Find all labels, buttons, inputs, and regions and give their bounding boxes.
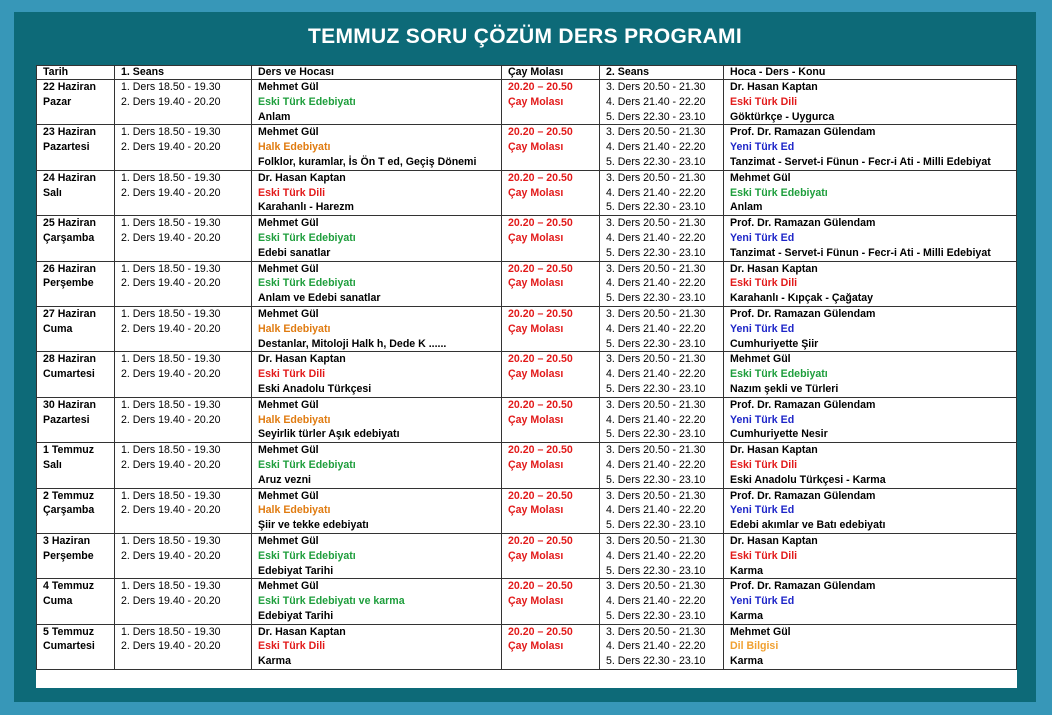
course-name: Eski Türk Edebiyatı [258,277,356,290]
teacher-course-topic-cell [724,624,1017,669]
session-1-cell [115,397,252,442]
table-row [37,216,1017,261]
date-cell [37,624,115,669]
lesson-time: 5. Ders 22.30 - 23.10 [606,292,706,305]
course-name: Eski Türk Edebiyatı ve karma [258,595,405,608]
topic-text: Karma [730,564,763,577]
lesson-time: 3. Ders 20.50 - 21.30 [606,217,706,230]
course-name: Yeni Türk Ed [730,141,795,154]
lesson-time: 2. Ders 19.40 - 20.20 [121,504,221,517]
date-text: 30 Haziran [43,398,96,411]
table-row [37,533,1017,578]
teacher-name: Mehmet Gül [258,217,319,230]
date-text: 2 Temmuz [43,489,95,502]
break-time: 20.20 – 20.50 [508,171,573,184]
teacher-name: Prof. Dr. Ramazan Gülendam [730,580,876,593]
break-label: Çay Molası [508,595,564,608]
lesson-time: 5. Ders 22.30 - 23.10 [606,655,706,668]
session-1-cell [115,125,252,170]
topic-text: Karma [730,655,763,668]
topic-text: Karma [258,655,291,668]
date-cell [37,170,115,215]
date-text: 1 Temmuz [43,444,95,457]
teacher-name: Mehmet Gül [258,81,319,93]
topic-text: Destanlar, Mitoloji Halk h, Dede K ...... [258,337,447,350]
table-header-row [37,66,1017,80]
course-teacher-cell [252,80,502,125]
day-text: Perşembe [43,277,94,290]
topic-text: Edebi akımlar ve Batı edebiyatı [730,519,886,532]
tea-break-cell [502,488,600,533]
lesson-time: 4. Ders 21.40 - 22.20 [606,186,706,199]
day-text: Pazartesi [43,141,90,154]
session-2-cell [600,170,724,215]
day-text: Cumartesi [43,640,95,653]
session-1-cell [115,261,252,306]
date-cell [37,80,115,125]
break-label: Çay Molası [508,141,564,154]
course-name: Eski Türk Edebiyatı [258,458,356,471]
lesson-time: 5. Ders 22.30 - 23.10 [606,382,706,395]
break-time: 20.20 – 20.50 [508,307,573,320]
header-course-teacher: Ders ve Hocası [252,66,502,80]
day-text: Cuma [43,322,73,335]
day-text: Cuma [43,595,73,608]
header-tea-break: Çay Molası [502,66,600,80]
course-name: Eski Türk Dili [730,549,798,562]
date-cell [37,125,115,170]
session-2-cell [600,306,724,351]
date-text: 28 Haziran [43,353,96,366]
date-text: 22 Haziran [43,81,96,93]
teacher-name: Dr. Hasan Kaptan [730,534,818,547]
header-date: Tarih [37,66,115,80]
lesson-time: 1. Ders 18.50 - 19.30 [121,580,221,593]
lesson-time: 3. Ders 20.50 - 21.30 [606,534,706,547]
lesson-time: 1. Ders 18.50 - 19.30 [121,353,221,366]
lesson-time: 3. Ders 20.50 - 21.30 [606,444,706,457]
break-time: 20.20 – 20.50 [508,489,573,502]
day-text: Perşembe [43,549,94,562]
session-1-cell [115,579,252,624]
break-label: Çay Molası [508,640,564,653]
lesson-time: 4. Ders 21.40 - 22.20 [606,640,706,653]
table-row [37,488,1017,533]
course-teacher-cell [252,397,502,442]
lesson-time: 2. Ders 19.40 - 20.20 [121,231,221,244]
date-cell [37,443,115,488]
teacher-course-topic-cell [724,80,1017,125]
lesson-time: 2. Ders 19.40 - 20.20 [121,368,221,381]
topic-text: Eski Anadolu Türkçesi - Karma [730,473,886,486]
break-time: 20.20 – 20.50 [508,534,573,547]
break-time: 20.20 – 20.50 [508,217,573,230]
course-teacher-cell [252,125,502,170]
lesson-time: 2. Ders 19.40 - 20.20 [121,595,221,608]
lesson-time: 5. Ders 22.30 - 23.10 [606,428,706,441]
teacher-name: Mehmet Gül [258,398,319,411]
lesson-time: 1. Ders 18.50 - 19.30 [121,217,221,230]
break-label: Çay Molası [508,413,564,426]
course-teacher-cell [252,579,502,624]
lesson-time: 5. Ders 22.30 - 23.10 [606,155,706,168]
topic-text: Şiir ve tekke edebiyatı [258,519,369,532]
course-name: Eski Türk Dili [258,640,326,653]
topic-text: Folklor, kuramlar, İs Ön T ed, Geçiş Dönemi [258,155,477,168]
teacher-name: Dr. Hasan Kaptan [730,444,818,457]
teacher-name: Mehmet Gül [258,126,319,139]
lesson-time: 1. Ders 18.50 - 19.30 [121,534,221,547]
lesson-time: 2. Ders 19.40 - 20.20 [121,458,221,471]
lesson-time: 3. Ders 20.50 - 21.30 [606,307,706,320]
topic-text: Karahanlı - Harezm [258,201,354,214]
date-cell [37,306,115,351]
course-teacher-cell [252,488,502,533]
program-panel [14,12,1036,702]
teacher-name: Dr. Hasan Kaptan [258,171,346,184]
schedule-sheet [36,65,1017,688]
tea-break-cell [502,352,600,397]
topic-text: Edebiyat Tarihi [258,609,334,622]
course-name: Eski Türk Dili [730,277,798,290]
break-label: Çay Molası [508,549,564,562]
lesson-time: 2. Ders 19.40 - 20.20 [121,141,221,154]
teacher-name: Mehmet Gül [258,489,319,502]
teacher-name: Dr. Hasan Kaptan [258,625,346,638]
lesson-time: 1. Ders 18.50 - 19.30 [121,307,221,320]
course-teacher-cell [252,261,502,306]
teacher-name: Mehmet Gül [258,580,319,593]
lesson-time: 2. Ders 19.40 - 20.20 [121,549,221,562]
teacher-name: Mehmet Gül [258,262,319,275]
lesson-time: 3. Ders 20.50 - 21.30 [606,398,706,411]
break-time: 20.20 – 20.50 [508,353,573,366]
course-name: Eski Türk Dili [258,368,326,381]
lesson-time: 3. Ders 20.50 - 21.30 [606,126,706,139]
teacher-course-topic-cell [724,533,1017,578]
date-text: 3 Haziran [43,534,91,547]
lesson-time: 3. Ders 20.50 - 21.30 [606,625,706,638]
lesson-time: 1. Ders 18.50 - 19.30 [121,489,221,502]
tea-break-cell [502,397,600,442]
break-time: 20.20 – 20.50 [508,580,573,593]
teacher-course-topic-cell [724,352,1017,397]
break-time: 20.20 – 20.50 [508,126,573,139]
course-teacher-cell [252,352,502,397]
session-1-cell [115,216,252,261]
lesson-time: 2. Ders 19.40 - 20.20 [121,277,221,290]
teacher-name: Prof. Dr. Ramazan Gülendam [730,489,876,502]
teacher-name: Mehmet Gül [730,353,791,366]
teacher-name: Dr. Hasan Kaptan [258,353,346,366]
topic-text: Karma [730,609,763,622]
break-time: 20.20 – 20.50 [508,444,573,457]
course-teacher-cell [252,170,502,215]
course-name: Yeni Türk Ed [730,322,795,335]
day-text: Cumartesi [43,368,95,381]
session-1-cell [115,170,252,215]
lesson-time: 4. Ders 21.40 - 22.20 [606,504,706,517]
day-text: Çarşamba [43,504,95,517]
lesson-time: 5. Ders 22.30 - 23.10 [606,246,706,259]
teacher-course-topic-cell [724,306,1017,351]
lesson-time: 4. Ders 21.40 - 22.20 [606,95,706,108]
lesson-time: 3. Ders 20.50 - 21.30 [606,489,706,502]
break-time: 20.20 – 20.50 [508,625,573,638]
lesson-time: 4. Ders 21.40 - 22.20 [606,141,706,154]
teacher-course-topic-cell [724,261,1017,306]
table-row [37,443,1017,488]
date-cell [37,216,115,261]
lesson-time: 5. Ders 22.30 - 23.10 [606,473,706,486]
course-name: Eski Türk Edebiyatı [730,186,828,199]
table-row [37,579,1017,624]
teacher-course-topic-cell [724,488,1017,533]
lesson-time: 4. Ders 21.40 - 22.20 [606,322,706,335]
course-name: Yeni Türk Ed [730,504,795,517]
tea-break-cell [502,306,600,351]
lesson-time: 1. Ders 18.50 - 19.30 [121,171,221,184]
date-text: 24 Haziran [43,171,96,184]
tea-break-cell [502,533,600,578]
day-text: Pazartesi [43,413,90,426]
break-time: 20.20 – 20.50 [508,81,573,93]
lesson-time: 1. Ders 18.50 - 19.30 [121,625,221,638]
break-label: Çay Molası [508,231,564,244]
table-row [37,397,1017,442]
topic-text: Seyirlik türler Aşık edebiyatı [258,428,400,441]
teacher-course-topic-cell [724,443,1017,488]
break-label: Çay Molası [508,458,564,471]
lesson-time: 4. Ders 21.40 - 22.20 [606,413,706,426]
table-row [37,170,1017,215]
topic-text: Göktürkçe - Uygurca [730,110,835,123]
teacher-course-topic-cell [724,397,1017,442]
day-text: Salı [43,458,62,471]
course-name: Eski Türk Edebiyatı [258,231,356,244]
course-name: Halk Edebiyatı [258,504,331,517]
date-cell [37,579,115,624]
break-time: 20.20 – 20.50 [508,398,573,411]
teacher-name: Mehmet Gül [730,171,791,184]
date-text: 23 Haziran [43,126,96,139]
lesson-time: 2. Ders 19.40 - 20.20 [121,186,221,199]
lesson-time: 1. Ders 18.50 - 19.30 [121,81,221,93]
table-row [37,306,1017,351]
course-name: Yeni Türk Ed [730,231,795,244]
lesson-time: 5. Ders 22.30 - 23.10 [606,519,706,532]
teacher-course-topic-cell [724,125,1017,170]
break-label: Çay Molası [508,277,564,290]
break-label: Çay Molası [508,186,564,199]
date-text: 5 Temmuz [43,625,95,638]
lesson-time: 1. Ders 18.50 - 19.30 [121,126,221,139]
course-name: Yeni Türk Ed [730,413,795,426]
teacher-name: Prof. Dr. Ramazan Gülendam [730,126,876,139]
day-text: Salı [43,186,62,199]
course-name: Halk Edebiyatı [258,322,331,335]
session-2-cell [600,579,724,624]
lesson-time: 4. Ders 21.40 - 22.20 [606,458,706,471]
lesson-time: 4. Ders 21.40 - 22.20 [606,277,706,290]
date-cell [37,261,115,306]
course-name: Halk Edebiyatı [258,413,331,426]
topic-text: Eski Anadolu Türkçesi [258,382,372,395]
break-label: Çay Molası [508,504,564,517]
table-row [37,125,1017,170]
session-1-cell [115,533,252,578]
topic-text: Karahanlı - Kıpçak - Çağatay [730,292,874,305]
lesson-time: 4. Ders 21.40 - 22.20 [606,549,706,562]
date-cell [37,488,115,533]
lesson-time: 4. Ders 21.40 - 22.20 [606,595,706,608]
session-2-cell [600,488,724,533]
topic-text: Anlam [258,110,291,123]
teacher-name: Prof. Dr. Ramazan Gülendam [730,217,876,230]
table-row [37,80,1017,125]
teacher-name: Prof. Dr. Ramazan Gülendam [730,307,876,320]
session-1-cell [115,624,252,669]
lesson-time: 5. Ders 22.30 - 23.10 [606,564,706,577]
table-row [37,624,1017,669]
session-2-cell [600,443,724,488]
lesson-time: 1. Ders 18.50 - 19.30 [121,262,221,275]
date-cell [37,533,115,578]
header-teacher-course-topic: Hoca - Ders - Konu [724,66,1017,80]
teacher-name: Mehmet Gül [258,534,319,547]
page-title: TEMMUZ SORU ÇÖZÜM DERS PROGRAMI [308,25,742,48]
lesson-time: 5. Ders 22.30 - 23.10 [606,337,706,350]
topic-text: Anlam [730,201,763,214]
lesson-time: 3. Ders 20.50 - 21.30 [606,262,706,275]
session-2-cell [600,125,724,170]
topic-text: Edebi sanatlar [258,246,331,259]
session-1-cell [115,488,252,533]
teacher-name: Prof. Dr. Ramazan Gülendam [730,398,876,411]
table-row [37,261,1017,306]
course-name: Eski Türk Dili [730,458,798,471]
lesson-time: 2. Ders 19.40 - 20.20 [121,322,221,335]
lesson-time: 4. Ders 21.40 - 22.20 [606,231,706,244]
tea-break-cell [502,261,600,306]
break-label: Çay Molası [508,322,564,335]
lesson-time: 5. Ders 22.30 - 23.10 [606,609,706,622]
lesson-time: 5. Ders 22.30 - 23.10 [606,201,706,214]
topic-text: Tanzimat - Servet-i Fünun - Fecr-i Ati - Milli Edebiyat [730,246,991,259]
lesson-time: 2. Ders 19.40 - 20.20 [121,95,221,108]
topic-text: Cumhuriyette Nesir [730,428,828,441]
session-1-cell [115,80,252,125]
teacher-name: Mehmet Gül [258,444,319,457]
break-label: Çay Molası [508,368,564,381]
lesson-time: 3. Ders 20.50 - 21.30 [606,580,706,593]
topic-text: Edebiyat Tarihi [258,564,334,577]
date-cell [37,397,115,442]
course-teacher-cell [252,443,502,488]
date-text: 26 Haziran [43,262,96,275]
course-teacher-cell [252,306,502,351]
topic-text: Nazım şekli ve Türleri [730,382,839,395]
topic-text: Tanzimat - Servet-i Fünun - Fecr-i Ati - Milli Edebiyat [730,155,991,168]
lesson-time: 2. Ders 19.40 - 20.20 [121,640,221,653]
lesson-time: 1. Ders 18.50 - 19.30 [121,444,221,457]
teacher-name: Dr. Hasan Kaptan [730,262,818,275]
lesson-time: 4. Ders 21.40 - 22.20 [606,368,706,381]
lesson-time: 3. Ders 20.50 - 21.30 [606,171,706,184]
tea-break-cell [502,579,600,624]
session-1-cell [115,306,252,351]
tea-break-cell [502,80,600,125]
teacher-name: Mehmet Gül [258,307,319,320]
tea-break-cell [502,216,600,261]
tea-break-cell [502,125,600,170]
table-row [37,352,1017,397]
session-2-cell [600,261,724,306]
course-teacher-cell [252,533,502,578]
teacher-course-topic-cell [724,170,1017,215]
course-name: Eski Türk Edebiyatı [258,95,356,108]
lesson-time: 5. Ders 22.30 - 23.10 [606,110,706,123]
course-teacher-cell [252,216,502,261]
day-text: Pazar [43,95,72,108]
teacher-name: Dr. Hasan Kaptan [730,81,818,93]
topic-text: Aruz vezni [258,473,311,486]
session-2-cell [600,216,724,261]
topic-text: Anlam ve Edebi sanatlar [258,292,381,305]
course-name: Yeni Türk Ed [730,595,795,608]
course-name: Eski Türk Edebiyatı [730,368,828,381]
course-name: Eski Türk Dili [730,95,798,108]
course-name: Eski Türk Edebiyatı [258,549,356,562]
session-2-cell [600,352,724,397]
teacher-course-topic-cell [724,579,1017,624]
tea-break-cell [502,170,600,215]
lesson-time: 2. Ders 19.40 - 20.20 [121,413,221,426]
teacher-name: Mehmet Gül [730,625,791,638]
tea-break-cell [502,624,600,669]
session-2-cell [600,80,724,125]
session-2-cell [600,533,724,578]
lesson-time: 1. Ders 18.50 - 19.30 [121,398,221,411]
teacher-course-topic-cell [724,216,1017,261]
session-1-cell [115,352,252,397]
day-text: Çarşamba [43,231,95,244]
date-text: 25 Haziran [43,217,96,230]
lesson-time: 3. Ders 20.50 - 21.30 [606,81,706,93]
tea-break-cell [502,443,600,488]
header-session-2: 2. Seans [600,66,724,80]
break-label: Çay Molası [508,95,564,108]
course-name: Eski Türk Dili [258,186,326,199]
date-cell [37,352,115,397]
session-1-cell [115,443,252,488]
date-text: 27 Haziran [43,307,96,320]
lesson-time: 3. Ders 20.50 - 21.30 [606,353,706,366]
header-session-1: 1. Seans [115,66,252,80]
course-teacher-cell [252,624,502,669]
break-time: 20.20 – 20.50 [508,262,573,275]
session-2-cell [600,624,724,669]
session-2-cell [600,397,724,442]
topic-text: Cumhuriyette Şiir [730,337,819,350]
course-name: Halk Edebiyatı [258,141,331,154]
date-text: 4 Temmuz [43,580,95,593]
schedule-table [36,65,1017,670]
course-name: Dil Bilgisi [730,640,779,653]
